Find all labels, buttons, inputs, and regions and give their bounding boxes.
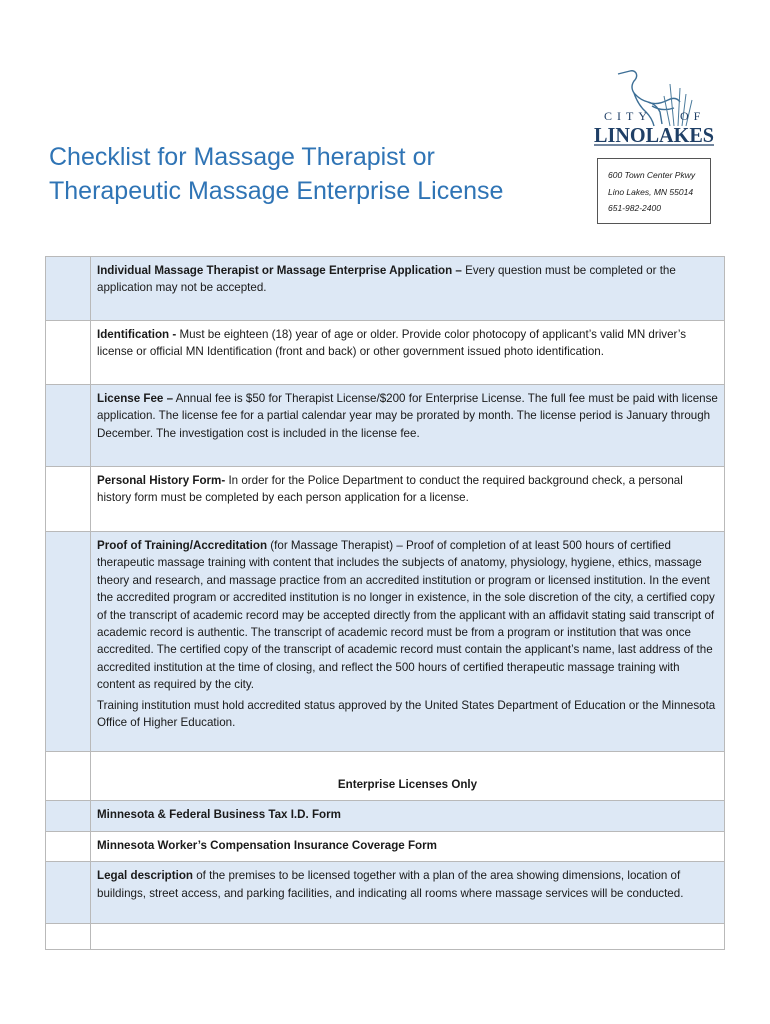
checkbox-cell[interactable] [46, 467, 91, 532]
checklist-item-empty [91, 924, 725, 950]
checklist-row [46, 385, 725, 467]
section-heading-row [46, 752, 725, 801]
checklist-item [91, 862, 725, 924]
address-city: Lino Lakes, MN 55014 [608, 186, 694, 197]
checkbox-cell[interactable] [46, 801, 91, 831]
checkbox-cell[interactable] [46, 831, 91, 861]
item-heading: Proof of Training/Accreditation [97, 539, 268, 552]
address-box [597, 158, 711, 224]
item-text-2: Training institution must hold accredited status approved by the United States Department of Education or the Minnesota Office of Higher Education. [97, 698, 716, 730]
checkbox-cell[interactable] [46, 532, 91, 752]
checklist-row [46, 831, 725, 861]
logo-city-text: CITY [604, 109, 652, 123]
item-heading: Identification - [97, 328, 177, 341]
item-heading: Minnesota Worker’s Compensation Insurance Coverage Form [97, 838, 437, 852]
checkbox-cell[interactable] [46, 257, 91, 321]
logo-of-text: OF [680, 109, 706, 123]
checklist-row [46, 862, 725, 924]
checklist-row [46, 532, 725, 752]
item-text: (for Massage Therapist) – Proof of completion of at least 500 hours of certified therapeutic massage training with content that includes the subjects of anatomy, physiology, hygiene, ethics, massage theory and research, and massage practice from an accredited institution or program or licensed institution. In the event the accredited program or accredited institution is no longer in existence, in the sole discretion of the city, a certified copy of the transcript of academic record may be accepted directly from the applicant with an affidavit stating said transcript of academic record is authentic. The transcript of academic record must be from a program or institution that was once accredited. The certified copy of the transcript of academic record must contain the applicant’s name, last address of the accredited institution at the time of closing, and reflect the 500 hours of certified therapeutic massage training with content as required by the city. [97, 539, 715, 692]
checklist-table [45, 256, 725, 950]
checklist-row [46, 321, 725, 385]
checklist-item [91, 532, 725, 752]
item-text: of the premises to be licensed together with a plan of the area showing dimensions, location of buildings, street access, and parking facilities, and indicating all rooms where massage services will be conducted. [97, 869, 684, 900]
checklist-item [91, 321, 725, 385]
item-heading: Individual Massage Therapist or Massage Enterprise Application – [97, 264, 462, 277]
item-text: In order for the Police Department to conduct the required background check, a personal history form must be completed by each person application for a license. [97, 474, 683, 505]
title-line-2: Therapeutic Massage Enterprise License [49, 177, 504, 205]
item-text: Must be eighteen (18) year of age or older. Provide color photocopy of applicant’s valid MN driver’s license or official MN Identification (front and back) or other government issued photo identification. [97, 328, 686, 359]
logo-name-text: LINOLAKES [594, 123, 714, 147]
item-text: Every question must be completed or the application may not be accepted. [97, 264, 676, 295]
checklist-item [91, 801, 725, 831]
checkbox-cell[interactable] [46, 924, 91, 950]
checkbox-cell[interactable] [46, 385, 91, 467]
checklist-item [91, 385, 725, 467]
checklist-row [46, 924, 725, 950]
item-heading: Minnesota & Federal Business Tax I.D. Form [97, 808, 341, 822]
checklist-row [46, 257, 725, 321]
checklist-row [46, 467, 725, 532]
address-street: 600 Town Center Pkwy [608, 170, 696, 180]
checkbox-cell [46, 752, 91, 801]
checklist-item [91, 831, 725, 861]
checklist-row [46, 801, 725, 831]
section-heading: Enterprise Licenses Only [91, 752, 725, 801]
city-logo [590, 60, 720, 150]
checkbox-cell[interactable] [46, 321, 91, 385]
item-heading: License Fee – [97, 392, 174, 405]
checklist-item [91, 467, 725, 532]
title-line-1: Checklist for Massage Therapist or [49, 143, 435, 171]
checkbox-cell[interactable] [46, 862, 91, 924]
page-title [49, 140, 529, 208]
item-heading: Personal History Form- [97, 474, 226, 487]
item-text: Annual fee is $50 for Therapist License/$200 for Enterprise License. The full fee must be paid with license application. The license fee for a partial calendar year may be prorated by month. The license period is January through December. The investigation cost is included in the license fee. [97, 392, 718, 440]
checklist-item [91, 257, 725, 321]
item-heading: Legal description [97, 869, 193, 883]
address-phone: 651-982-2400 [608, 203, 661, 213]
